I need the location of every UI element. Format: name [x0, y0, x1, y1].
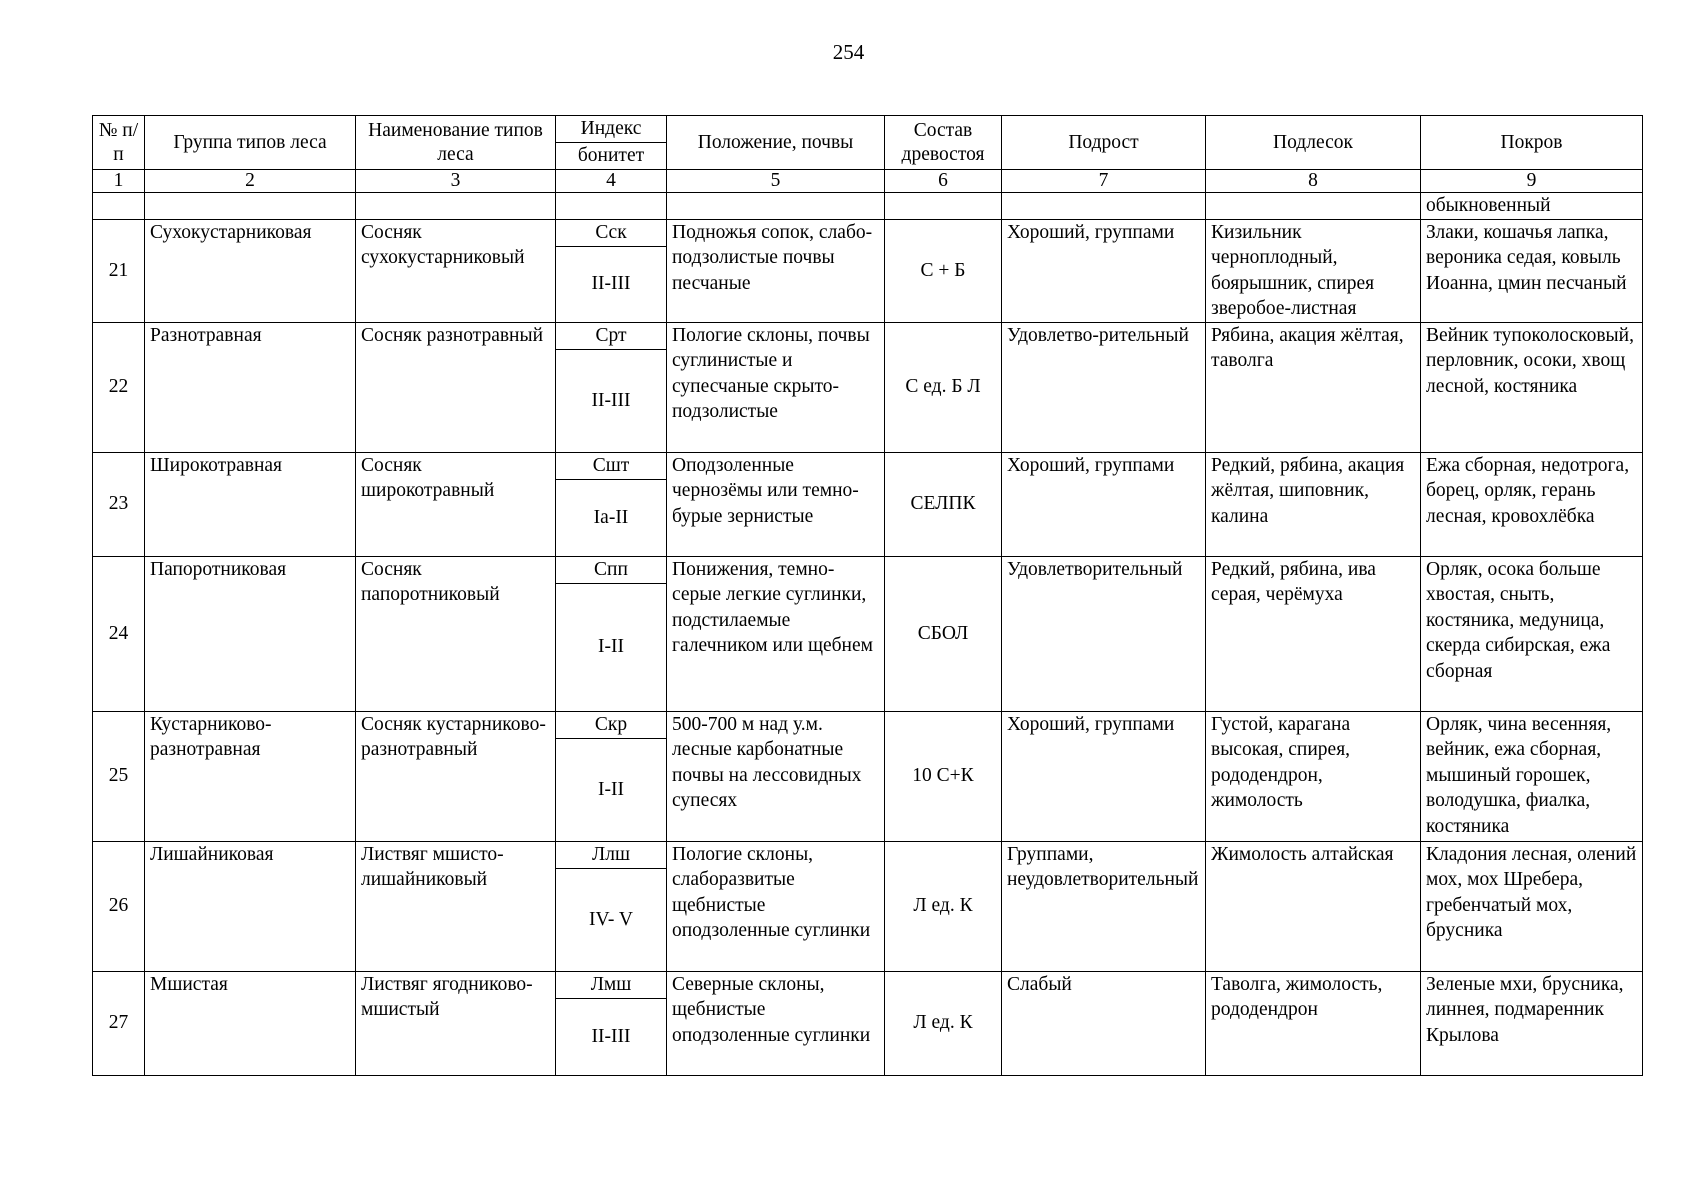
undergrowth: Группами, неудовлетворительный — [1002, 841, 1206, 971]
forest-group: Сухокустарниковая — [145, 219, 356, 322]
column-number: 1 — [93, 170, 145, 193]
header-position: Положение, почвы — [667, 116, 885, 170]
undergrowth: Слабый — [1002, 971, 1206, 1075]
row-number: 22 — [93, 322, 145, 452]
ground-cover: Орляк, чина весенняя, вейник, ежа сборная, мышиный горошек, володушка, фиалка, костяника — [1421, 711, 1643, 841]
header-cover: Покров — [1421, 116, 1643, 170]
bonitet: II-III — [556, 246, 667, 322]
row-number: 25 — [93, 711, 145, 841]
shrub-layer: Жимолость алтайская — [1206, 841, 1421, 971]
header-num: № п/п — [93, 116, 145, 170]
stand-composition: СЕЛПК — [885, 452, 1002, 556]
forest-index: Ллш — [556, 841, 667, 868]
header-name: Наименование типов леса — [356, 116, 556, 170]
ground-cover: Вейник тупоколосковый, перловник, осоки, хвощ лесной, костяника — [1421, 322, 1643, 452]
column-number: 3 — [356, 170, 556, 193]
table-row — [93, 971, 1643, 998]
ground-cover: Злаки, кошачья лапка, вероника седая, ковыль Иоанна, цмин песчаный — [1421, 219, 1643, 322]
forest-types-table — [92, 115, 1643, 1076]
stand-composition: 10 С+К — [885, 711, 1002, 841]
forest-type-name: Листвяг мшисто-лишайниковый — [356, 841, 556, 971]
forest-index: Лмш — [556, 971, 667, 998]
undergrowth: Хороший, группами — [1002, 452, 1206, 556]
header-bonitet: бонитет — [556, 143, 667, 170]
forest-group: Широкотравная — [145, 452, 356, 556]
bonitet: I-II — [556, 583, 667, 711]
column-number: 2 — [145, 170, 356, 193]
forest-index: Срт — [556, 322, 667, 349]
row-number: 24 — [93, 556, 145, 711]
header-index: Индекс — [556, 116, 667, 143]
column-number: 5 — [667, 170, 885, 193]
table-row — [93, 556, 1643, 583]
forest-group: Лишайниковая — [145, 841, 356, 971]
bonitet: IV- V — [556, 868, 667, 971]
forest-group: Кустарниково-разнотравная — [145, 711, 356, 841]
forest-type-name: Листвяг ягодниково-мшистый — [356, 971, 556, 1075]
row-number: 21 — [93, 219, 145, 322]
undergrowth: Удовлетворительный — [1002, 556, 1206, 711]
table-row — [93, 452, 1643, 479]
forest-index: Сшт — [556, 452, 667, 479]
forest-group: Мшистая — [145, 971, 356, 1075]
table-row — [93, 219, 1643, 246]
position-soil: Пологие склоны, почвы суглинистые и супесчаные скрыто-подзолистые — [667, 322, 885, 452]
ground-cover: Зеленые мхи, брусника, линнея, подмаренник Крылова — [1421, 971, 1643, 1075]
undergrowth: Хороший, группами — [1002, 219, 1206, 322]
forest-type-name: Сосняк разнотравный — [356, 322, 556, 452]
continuation-cover: обыкновенный — [1421, 193, 1643, 220]
position-soil: Подножья сопок, слабо-подзолистые почвы песчаные — [667, 219, 885, 322]
shrub-layer: Таволга, жимолость, рододендрон — [1206, 971, 1421, 1075]
row-number: 26 — [93, 841, 145, 971]
table-row — [93, 711, 1643, 738]
forest-index: Спп — [556, 556, 667, 583]
column-number: 7 — [1002, 170, 1206, 193]
stand-composition: СБОЛ — [885, 556, 1002, 711]
column-number: 9 — [1421, 170, 1643, 193]
bonitet: Ia-II — [556, 479, 667, 556]
stand-composition: С ед. Б Л — [885, 322, 1002, 452]
header-undergrowth: Подрост — [1002, 116, 1206, 170]
shrub-layer: Кизильник черноплодный, боярышник, спирея зверобое-листная — [1206, 219, 1421, 322]
position-soil: Оподзоленные чернозёмы или темно-бурые зернистые — [667, 452, 885, 556]
bonitet: II-III — [556, 349, 667, 452]
ground-cover: Кладония лесная, олений мох, мох Шребера, гребенчатый мох, брусника — [1421, 841, 1643, 971]
position-soil: 500-700 м над у.м. лесные карбонатные почвы на лессовидных супесях — [667, 711, 885, 841]
column-number: 6 — [885, 170, 1002, 193]
ground-cover: Орляк, осока больше хвостая, сныть, костяника, медуница, скерда сибирская, ежа сборная — [1421, 556, 1643, 711]
ground-cover: Ежа сборная, недотрога, борец, орляк, герань лесная, кровохлёбка — [1421, 452, 1643, 556]
forest-type-name: Сосняк кустарниково-разнотравный — [356, 711, 556, 841]
position-soil: Северные склоны, щебнистые оподзоленные суглинки — [667, 971, 885, 1075]
table-row — [93, 841, 1643, 868]
shrub-layer: Редкий, рябина, ива серая, черёмуха — [1206, 556, 1421, 711]
row-number: 23 — [93, 452, 145, 556]
forest-type-name: Сосняк папоротниковый — [356, 556, 556, 711]
column-number: 4 — [556, 170, 667, 193]
position-soil: Пологие склоны, слаборазвитые щебнистые оподзоленные суглинки — [667, 841, 885, 971]
column-number: 8 — [1206, 170, 1421, 193]
header-group: Группа типов леса — [145, 116, 356, 170]
forest-type-name: Сосняк сухокустарниковый — [356, 219, 556, 322]
continuation-row — [93, 193, 1643, 220]
bonitet: II-III — [556, 998, 667, 1075]
shrub-layer: Редкий, рябина, акация жёлтая, шиповник, калина — [1206, 452, 1421, 556]
stand-composition: Л ед. К — [885, 841, 1002, 971]
forest-index: Сск — [556, 219, 667, 246]
undergrowth: Удовлетво-рительный — [1002, 322, 1206, 452]
table-row — [93, 322, 1643, 349]
undergrowth: Хороший, группами — [1002, 711, 1206, 841]
position-soil: Понижения, темно-серые легкие суглинки, подстилаемые галечником или щебнем — [667, 556, 885, 711]
shrub-layer: Рябина, акация жёлтая, таволга — [1206, 322, 1421, 452]
header-shrub: Подлесок — [1206, 116, 1421, 170]
bonitet: I-II — [556, 738, 667, 841]
stand-composition: С + Б — [885, 219, 1002, 322]
forest-index: Скр — [556, 711, 667, 738]
row-number: 27 — [93, 971, 145, 1075]
page-number: 254 — [832, 40, 865, 64]
forest-group: Папоротниковая — [145, 556, 356, 711]
forest-type-name: Сосняк широкотравный — [356, 452, 556, 556]
column-numbers-row — [93, 170, 1643, 193]
header-composition: Состав древостоя — [885, 116, 1002, 170]
table-header — [93, 116, 1643, 193]
forest-group: Разнотравная — [145, 322, 356, 452]
shrub-layer: Густой, карагана высокая, спирея, рододендрон, жимолость — [1206, 711, 1421, 841]
stand-composition: Л ед. К — [885, 971, 1002, 1075]
